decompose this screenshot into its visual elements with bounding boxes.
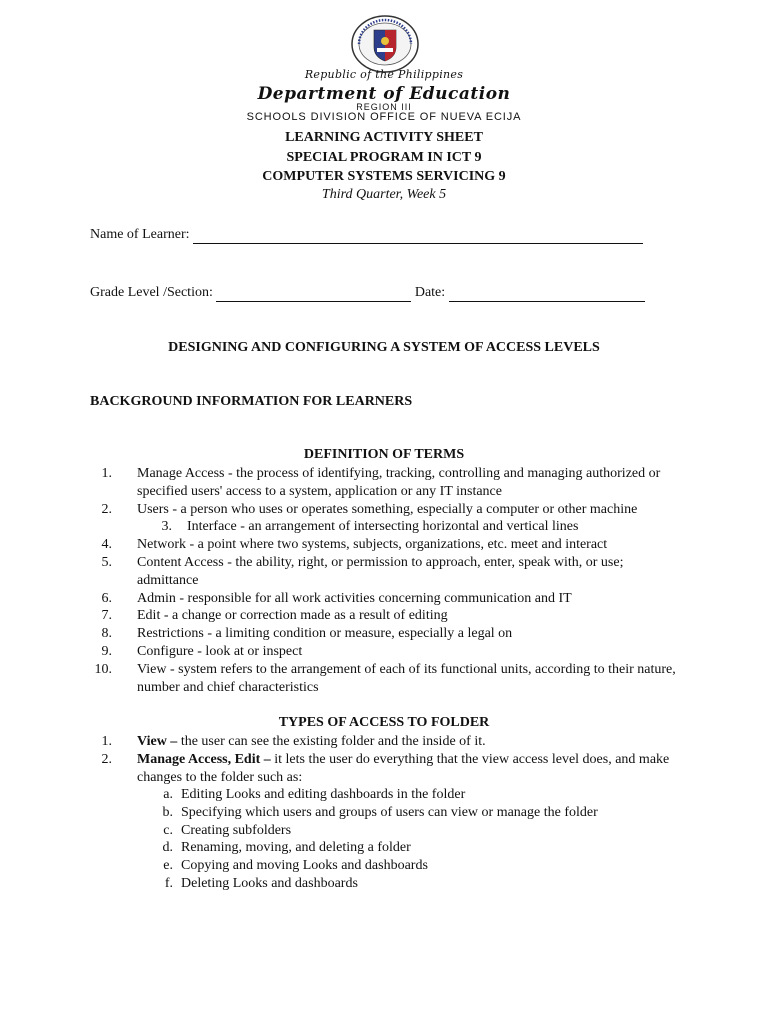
list-item: e. Copying and moving Looks and dashboards xyxy=(163,858,428,874)
list-item: 1. Manage Access - the process of identifying, tracking, controlling and managing authorized or specified users' access to a system, application or any IT instance xyxy=(101,466,661,499)
list-item: 1. View – the user can see the existing folder and the inside of it. xyxy=(101,734,486,749)
date-field[interactable] xyxy=(449,285,645,302)
list-item: 4. Network - a point where two systems, subjects, organizations, etc. meet and interact xyxy=(101,537,608,553)
quarter-line: Third Quarter, Week 5 xyxy=(321,187,447,202)
background-heading: BACKGROUND INFORMATION FOR LEARNERS xyxy=(90,394,413,409)
republic-line: Republic of the Philippines xyxy=(304,68,464,81)
division-line: SCHOOLS DIVISION OFFICE OF NUEVA ECIJA xyxy=(246,111,522,123)
grade-section-field[interactable] xyxy=(216,285,411,302)
definitions-heading: DEFINITION OF TERMS xyxy=(303,447,465,462)
list-item: 2. Manage Access, Edit – it lets the user do everything that the view access level does, and make changes to the folder such as: xyxy=(101,751,670,785)
list-item: c. Creating subfolders xyxy=(163,822,292,838)
list-item: 7. Edit - a change or correction made as a result of editing xyxy=(101,608,448,624)
program-title: SPECIAL PROGRAM IN ICT 9 xyxy=(286,150,482,165)
list-item: 8. Restrictions - a limiting condition or measure, especially a legal on xyxy=(101,626,513,642)
list-item: 5. Content Access - the ability, right, or permission to approach, enter, speak with, or use; admittance xyxy=(101,554,624,588)
types-sublist xyxy=(155,786,695,893)
learner-name-field[interactable] xyxy=(193,227,643,244)
definitions-list xyxy=(90,465,682,696)
list-item: 6. Admin - responsible for all work activities concerning communication and IT xyxy=(101,590,572,606)
list-item: 9. Configure - look at or inspect xyxy=(101,643,303,659)
list-item: 3. Interface - an arrangement of intersecting horizontal and vertical lines xyxy=(161,519,579,535)
sheet-title: LEARNING ACTIVITY SHEET xyxy=(285,130,483,145)
department-name: Department of Education xyxy=(257,84,511,104)
deped-seal-icon xyxy=(350,14,420,74)
grade-date-row xyxy=(90,285,645,302)
grade-section-label: Grade Level /Section: xyxy=(90,285,213,300)
subject-title: COMPUTER SYSTEMS SERVICING 9 xyxy=(262,169,506,184)
lesson-title: DESIGNING AND CONFIGURING A SYSTEM OF ACCESS LEVELS xyxy=(168,340,600,355)
list-item: d. Renaming, moving, and deleting a folder xyxy=(162,840,411,856)
learner-name-row xyxy=(90,227,643,244)
types-heading: TYPES OF ACCESS TO FOLDER xyxy=(278,715,490,730)
list-item: b. Specifying which users and groups of users can view or manage the folder xyxy=(162,804,598,820)
list-item: a. Editing Looks and editing dashboards in the folder xyxy=(163,787,466,802)
types-list xyxy=(90,733,682,786)
date-label: Date: xyxy=(414,285,446,300)
term-view: View – xyxy=(137,734,178,749)
region-line: REGION III xyxy=(356,102,412,112)
list-item: f. Deleting Looks and dashboards xyxy=(164,875,358,891)
term-manage-edit: Manage Access, Edit – xyxy=(137,751,271,767)
learner-name-label: Name of Learner: xyxy=(90,227,190,242)
list-item: 2. Users - a person who uses or operates something, especially a computer or other machine xyxy=(101,501,638,517)
list-item: 10. View - system refers to the arrangement of each of its functional units, according to their nature, number and chief characteristics xyxy=(94,661,676,695)
